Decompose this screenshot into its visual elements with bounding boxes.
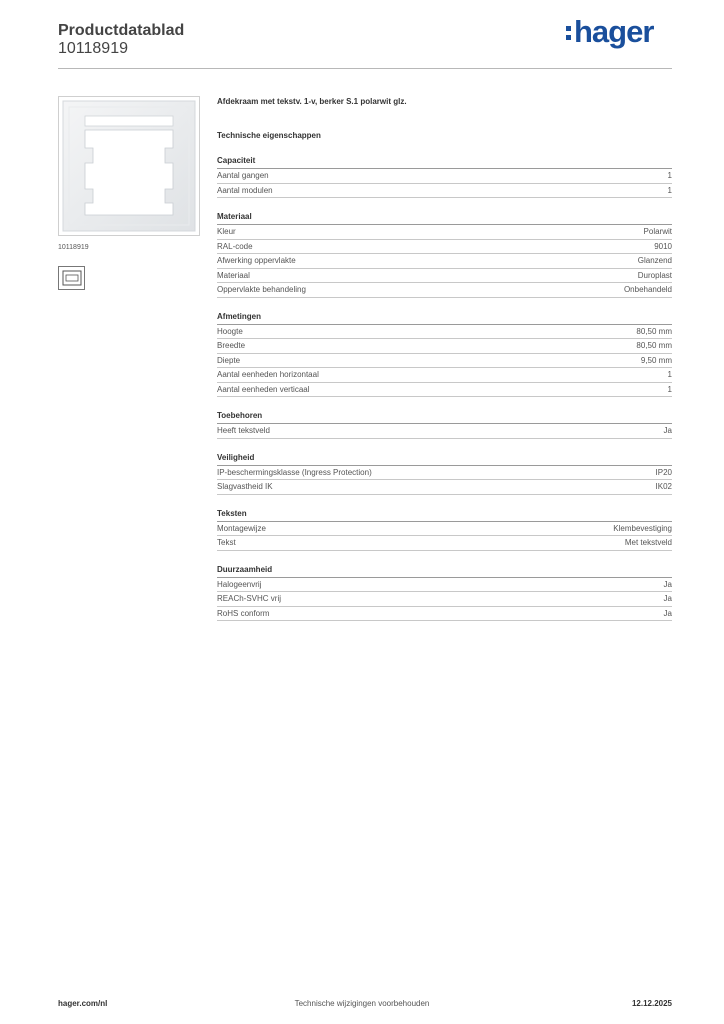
spec-value: Met tekstveld bbox=[624, 538, 672, 547]
spec-sections bbox=[217, 156, 672, 621]
section-title: Duurzaamheid bbox=[217, 565, 672, 578]
section-title: Materiaal bbox=[217, 212, 672, 225]
spec-row bbox=[217, 254, 672, 269]
spec-label: Aantal eenheden horizontaal bbox=[217, 370, 319, 379]
spec-row bbox=[217, 368, 672, 383]
spec-row bbox=[217, 607, 672, 622]
spec-value: Klembevestiging bbox=[613, 523, 672, 533]
spec-label: Oppervlakte behandeling bbox=[217, 285, 306, 294]
section-title: Afmetingen bbox=[217, 312, 672, 325]
spec-row bbox=[217, 283, 672, 298]
logo-text: hager bbox=[574, 13, 654, 49]
spec-row bbox=[217, 466, 672, 481]
spec-label: IP-beschermingsklasse (Ingress Protection) bbox=[217, 467, 372, 477]
spec-section bbox=[217, 453, 672, 495]
spec-row bbox=[217, 240, 672, 255]
hager-logo bbox=[566, 14, 653, 48]
spec-row bbox=[217, 383, 672, 398]
spec-section bbox=[217, 411, 672, 439]
spec-value: 1 bbox=[667, 384, 672, 394]
section-title: Veiligheid bbox=[217, 453, 672, 466]
spec-value: 1 bbox=[667, 171, 672, 180]
spec-value: Ja bbox=[663, 608, 672, 618]
spec-label: Aantal modulen bbox=[217, 185, 273, 195]
spec-row bbox=[217, 225, 672, 240]
spec-value: 9010 bbox=[654, 241, 672, 251]
header-divider bbox=[58, 68, 672, 69]
spec-section bbox=[217, 312, 672, 398]
spec-section bbox=[217, 212, 672, 298]
spec-value: 1 bbox=[667, 370, 672, 379]
spec-label: REACh-SVHC vrij bbox=[217, 594, 282, 603]
tech-heading: Technische eigenschappen bbox=[217, 131, 321, 140]
product-image bbox=[58, 96, 200, 236]
spec-row bbox=[217, 339, 672, 354]
spec-value: IP20 bbox=[655, 467, 672, 477]
product-description: Afdekraam met tekstv. 1-v, berker S.1 polarwit glz. bbox=[217, 97, 407, 106]
footer-disclaimer: Technische wijzigingen voorbehouden bbox=[294, 999, 430, 1008]
spec-row bbox=[217, 522, 672, 537]
spec-row bbox=[217, 480, 672, 495]
spec-row bbox=[217, 592, 672, 607]
spec-section bbox=[217, 565, 672, 622]
logo-dots-icon bbox=[566, 26, 571, 40]
spec-value: IK02 bbox=[655, 482, 672, 491]
section-title: Teksten bbox=[217, 509, 672, 522]
image-caption: 10118919 bbox=[58, 244, 89, 251]
spec-value: 9,50 mm bbox=[640, 355, 672, 365]
spec-label: Slagvastheid IK bbox=[217, 482, 273, 491]
spec-label: RoHS conform bbox=[217, 608, 270, 618]
spec-row bbox=[217, 325, 672, 340]
spec-value: 80,50 mm bbox=[636, 326, 672, 336]
spec-label: Aantal gangen bbox=[217, 171, 269, 180]
section-title: Capaciteit bbox=[217, 156, 672, 169]
spec-label: Hoogte bbox=[217, 326, 243, 336]
spec-label: Heeft tekstveld bbox=[217, 426, 270, 435]
spec-label: Afwerking oppervlakte bbox=[217, 256, 296, 265]
spec-content bbox=[217, 96, 672, 621]
spec-label: Tekst bbox=[217, 538, 236, 547]
spec-label: Aantal eenheden verticaal bbox=[217, 384, 310, 394]
spec-row bbox=[217, 578, 672, 593]
spec-value: 1 bbox=[667, 185, 672, 195]
spec-label: Kleur bbox=[217, 227, 236, 236]
spec-label: RAL-code bbox=[217, 241, 253, 251]
section-title: Toebehoren bbox=[217, 411, 672, 424]
spec-value: Onbehandeld bbox=[623, 285, 672, 294]
spec-value: Ja bbox=[663, 426, 672, 435]
spec-row bbox=[217, 169, 672, 184]
product-thumbnail[interactable] bbox=[58, 266, 85, 290]
spec-section bbox=[217, 156, 672, 198]
spec-value: Ja bbox=[663, 594, 672, 603]
page-header-title: Productdatablad bbox=[58, 22, 185, 39]
spec-row bbox=[217, 269, 672, 284]
spec-label: Halogeenvrij bbox=[217, 579, 262, 589]
spec-value: Polarwit bbox=[643, 227, 672, 236]
spec-value: Duroplast bbox=[637, 270, 672, 280]
spec-label: Diepte bbox=[217, 355, 241, 365]
spec-row bbox=[217, 354, 672, 369]
spec-label: Materiaal bbox=[217, 270, 250, 280]
spec-row bbox=[217, 424, 672, 439]
spec-value: Ja bbox=[663, 579, 672, 589]
spec-section bbox=[217, 509, 672, 551]
spec-label: Breedte bbox=[217, 341, 246, 350]
spec-value: Glanzend bbox=[637, 256, 672, 265]
spec-row bbox=[217, 536, 672, 551]
spec-value: 80,50 mm bbox=[636, 341, 672, 350]
spec-row bbox=[217, 184, 672, 199]
spec-label: Montagewijze bbox=[217, 523, 266, 533]
footer-date: 12.12.2025 bbox=[631, 999, 672, 1008]
article-number: 10118919 bbox=[58, 40, 128, 57]
footer-website[interactable]: hager.com/nl bbox=[58, 999, 108, 1008]
frame-thumbnail-icon bbox=[62, 270, 82, 286]
